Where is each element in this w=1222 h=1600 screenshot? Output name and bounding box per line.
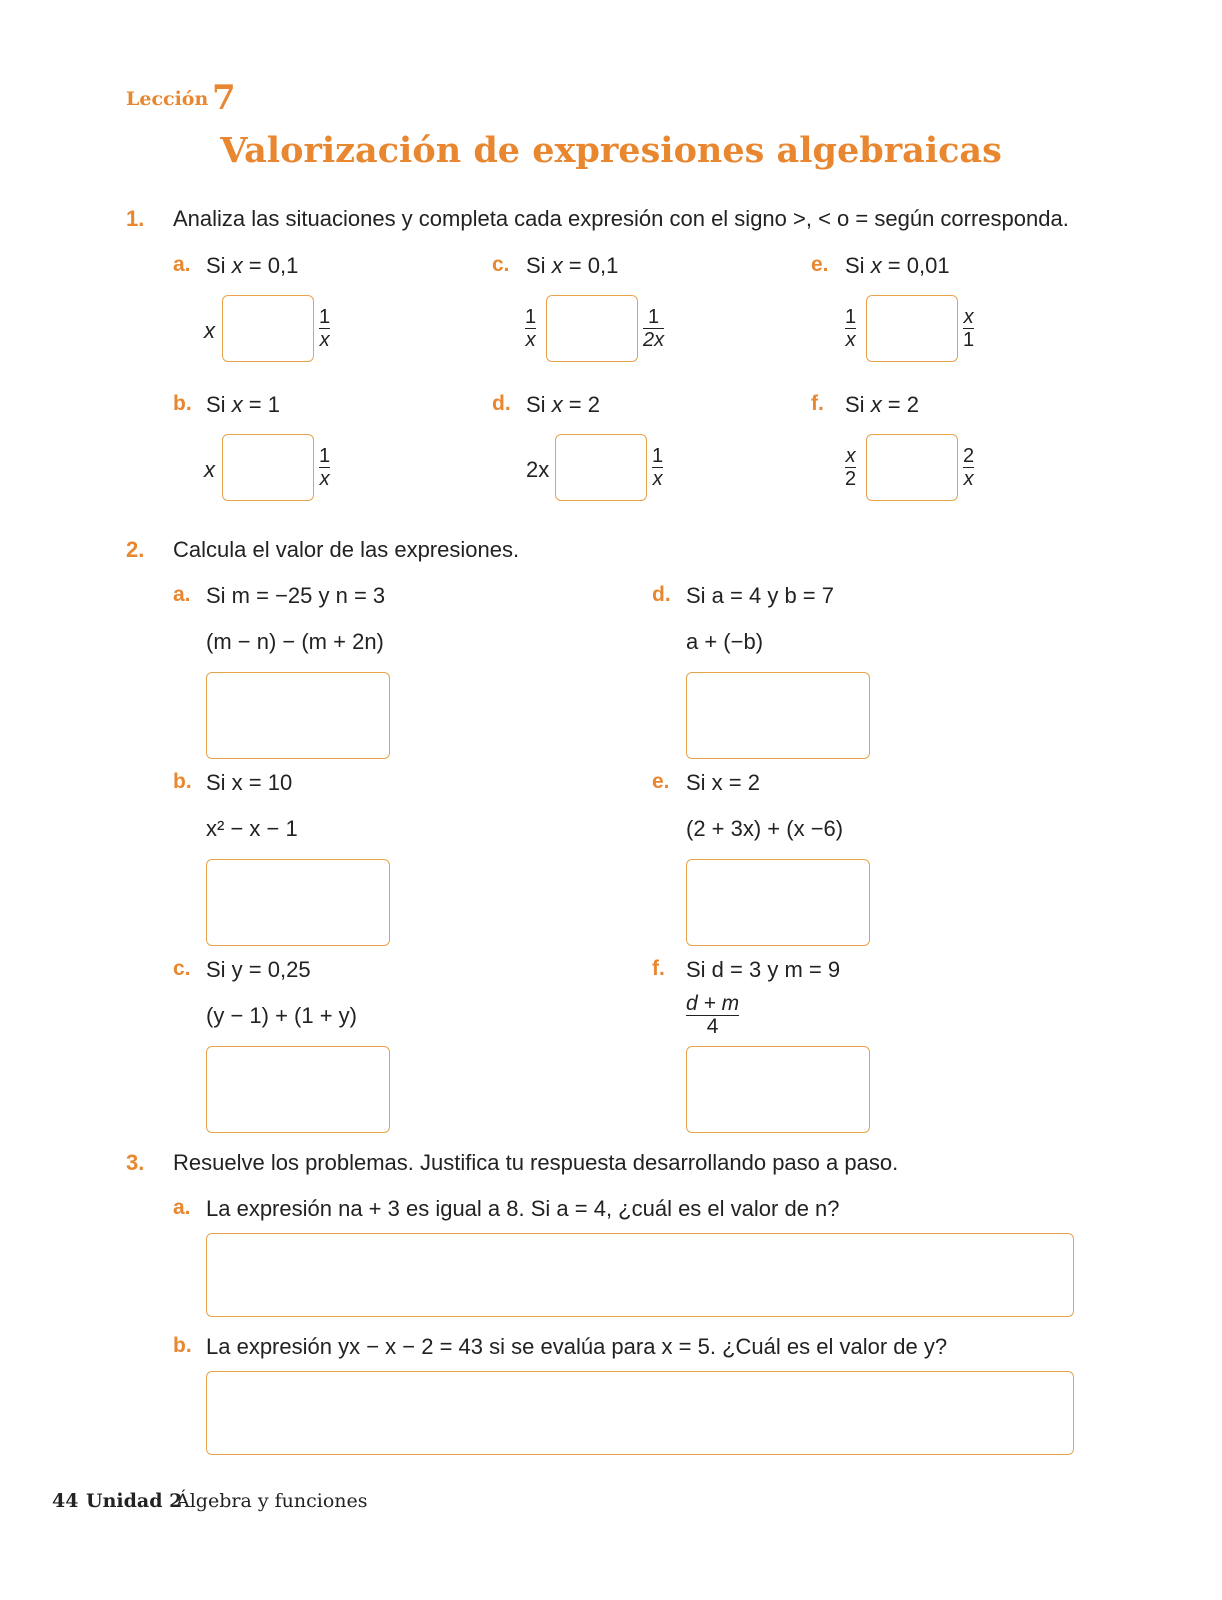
q3b-answer-box[interactable]: [206, 1371, 1074, 1455]
question-3-instruction: Resuelve los problemas. Justifica tu respuesta desarrollando paso a paso.: [173, 1150, 899, 1175]
q1b-right-fraction: 1 x: [319, 445, 331, 490]
q1c-left-fraction: 1 x: [525, 306, 537, 351]
q1a-condition: Si x = 0,1: [206, 253, 299, 278]
q2f-expression-fraction: d + m 4: [686, 992, 740, 1038]
page-number: 44: [52, 1490, 79, 1512]
q1d-left-expression: 2x: [526, 457, 550, 482]
q1e-label: e.: [811, 253, 829, 276]
q3a-text: La expresión na + 3 es igual a 8. Si a = 4, ¿cuál es el valor de n?: [206, 1196, 840, 1221]
q1e-left-fraction: 1 x: [845, 306, 857, 351]
q1e-condition: Si x = 0,01: [845, 253, 950, 278]
q1b-condition: Si x = 1: [206, 392, 280, 417]
q2e-expression: (2 + 3x) + (x −6): [686, 816, 844, 841]
q1c-answer-box[interactable]: [546, 295, 638, 362]
q2a-label: a.: [173, 583, 191, 606]
q1b-left-expression: x: [204, 457, 215, 482]
q2d-label: d.: [652, 583, 671, 606]
q2c-label: c.: [173, 957, 191, 980]
q2f-label: f.: [652, 957, 665, 980]
q2c-condition: Si y = 0,25: [206, 957, 311, 982]
q1f-label: f.: [811, 392, 824, 415]
q1c-right-fraction: 1 2x: [643, 306, 665, 351]
q2d-condition: Si a = 4 y b = 7: [686, 583, 834, 608]
question-3-number: 3.: [126, 1150, 145, 1175]
q1e-answer-box[interactable]: [866, 295, 958, 362]
q2d-answer-box[interactable]: [686, 672, 870, 759]
q1a-left-expression: x: [204, 318, 215, 343]
footer-topic: Álgebra y funciones: [176, 1490, 368, 1512]
q1d-label: d.: [492, 392, 511, 415]
q1e-right-fraction: x 1: [963, 306, 975, 351]
q3b-text: La expresión yx − x − 2 = 43 si se evalúa para x = 5. ¿Cuál es el valor de y?: [206, 1334, 948, 1359]
q3a-answer-box[interactable]: [206, 1233, 1074, 1317]
q2a-condition: Si m = −25 y n = 3: [206, 583, 386, 608]
q1b-answer-box[interactable]: [222, 434, 314, 501]
question-1-instruction: Analiza las situaciones y completa cada expresión con el signo >, < o = según corresponda.: [173, 206, 1069, 231]
q2b-label: b.: [173, 770, 192, 793]
q3a-label: a.: [173, 1196, 191, 1219]
q2c-answer-box[interactable]: [206, 1046, 390, 1133]
lesson-label: Lección: [126, 88, 209, 110]
q1d-right-fraction: 1 x: [652, 445, 664, 490]
q1b-label: b.: [173, 392, 192, 415]
q1c-condition: Si x = 0,1: [526, 253, 619, 278]
page-title: Valorización de expresiones algebraicas: [220, 130, 1002, 171]
q3b-label: b.: [173, 1334, 192, 1357]
q2a-expression: (m − n) − (m + 2n): [206, 629, 384, 654]
q1f-answer-box[interactable]: [866, 434, 958, 501]
lesson-number: 7: [212, 78, 236, 118]
q1a-label: a.: [173, 253, 191, 276]
q1f-right-fraction: 2 x: [963, 445, 975, 490]
q2e-label: e.: [652, 770, 670, 793]
q1a-answer-box[interactable]: [222, 295, 314, 362]
q2f-answer-box[interactable]: [686, 1046, 870, 1133]
q2e-condition: Si x = 2: [686, 770, 760, 795]
q1d-answer-box[interactable]: [555, 434, 647, 501]
q2e-answer-box[interactable]: [686, 859, 870, 946]
q2d-expression: a + (−b): [686, 629, 764, 654]
footer-unit: Unidad 2: [86, 1490, 183, 1512]
q1d-condition: Si x = 2: [526, 392, 600, 417]
question-1-number: 1.: [126, 206, 145, 231]
q1a-right-fraction: 1 x: [319, 306, 331, 351]
q2c-expression: (y − 1) + (1 + y): [206, 1003, 357, 1028]
question-2-instruction: Calcula el valor de las expresiones.: [173, 537, 520, 562]
q2b-condition: Si x = 10: [206, 770, 293, 795]
q1f-condition: Si x = 2: [845, 392, 919, 417]
question-2-number: 2.: [126, 537, 145, 562]
q1f-left-fraction: x 2: [845, 445, 857, 490]
q2b-answer-box[interactable]: [206, 859, 390, 946]
q2f-condition: Si d = 3 y m = 9: [686, 957, 841, 982]
q2b-expression: x² − x − 1: [206, 816, 298, 841]
q1c-label: c.: [492, 253, 510, 276]
q2a-answer-box[interactable]: [206, 672, 390, 759]
